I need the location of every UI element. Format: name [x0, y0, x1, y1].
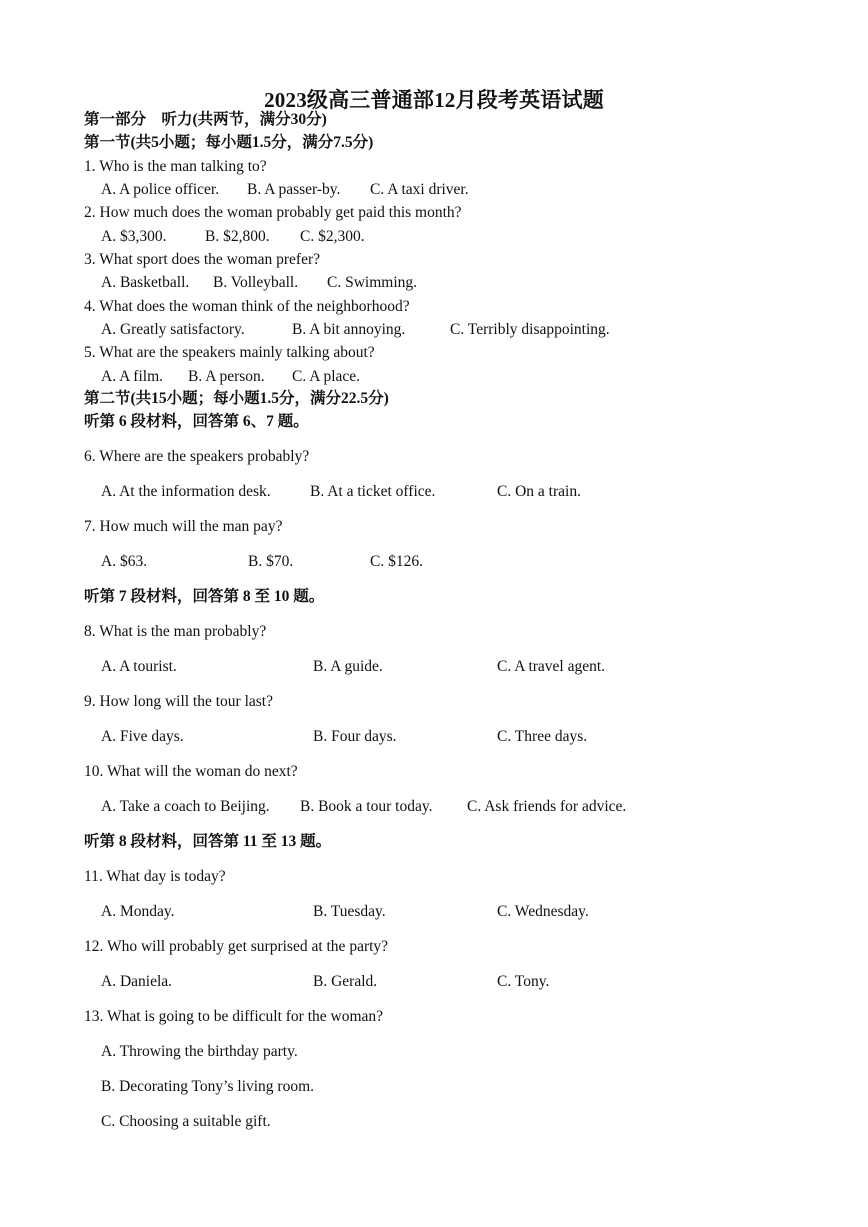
q4-option-c: C. Terribly disappointing.: [450, 321, 610, 338]
q12-option-c: C. Tony.: [497, 973, 550, 990]
q10-option-c: C. Ask friends for advice.: [467, 798, 627, 815]
q6-option-b: B. At a ticket office.: [310, 483, 436, 500]
q2-stem: 2. How much does the woman probably get paid this month?: [84, 204, 462, 221]
q13-option-b: B. Decorating Tony’s living room.: [101, 1078, 315, 1095]
q10-option-a: A. Take a coach to Beijing.: [101, 798, 270, 815]
q12-stem: 12. Who will probably get surprised at the party?: [84, 938, 389, 955]
q10-option-b: B. Book a tour today.: [300, 798, 433, 815]
q2-option-a: A. $3,300.: [101, 228, 167, 245]
q8-option-c: C. A travel agent.: [497, 658, 606, 675]
q8-option-b: B. A guide.: [313, 658, 383, 675]
q11-option-a: A. Monday.: [101, 903, 175, 920]
q2-option-c: C. $2,300.: [300, 228, 365, 245]
q8-stem: 8. What is the man probably?: [84, 623, 267, 640]
q3-option-c: C. Swimming.: [327, 274, 418, 291]
q1-option-b: B. A passer-by.: [247, 181, 341, 198]
q4-option-a: A. Greatly satisfactory.: [101, 321, 245, 338]
q7-option-b: B. $70.: [248, 553, 294, 570]
group6-instruction: 听第 6 段材料，回答第 6、7 题。: [84, 413, 309, 430]
q1-stem: 1. Who is the man talking to?: [84, 158, 267, 175]
q5-option-a: A. A film.: [101, 368, 164, 385]
q13-option-a: A. Throwing the birthday party.: [101, 1043, 298, 1060]
q10-stem: 10. What will the woman do next?: [84, 763, 298, 780]
q13-stem: 13. What is going to be difficult for the woman?: [84, 1008, 384, 1025]
q7-option-a: A. $63.: [101, 553, 148, 570]
part1-heading: 第一部分 听力(共两节，满分30分): [84, 111, 327, 128]
q6-stem: 6. Where are the speakers probably?: [84, 448, 310, 465]
q12-option-a: A. Daniela.: [101, 973, 173, 990]
q5-stem: 5. What are the speakers mainly talking about?: [84, 344, 375, 361]
section2-heading: 第二节(共15小题；每小题1.5分，满分22.5分): [84, 390, 389, 407]
q9-option-c: C. Three days.: [497, 728, 588, 745]
section1-heading: 第一节(共5小题；每小题1.5分，满分7.5分): [84, 134, 374, 151]
q9-stem: 9. How long will the tour last?: [84, 693, 273, 710]
page-title: 2023级高三普通部12月段考英语试题: [264, 88, 604, 112]
q3-option-a: A. Basketball.: [101, 274, 190, 291]
q4-stem: 4. What does the woman think of the neighborhood?: [84, 298, 410, 315]
group8-instruction: 听第 8 段材料，回答第 11 至 13 题。: [84, 833, 332, 850]
q2-option-b: B. $2,800.: [205, 228, 270, 245]
q5-option-b: B. A person.: [188, 368, 265, 385]
q3-stem: 3. What sport does the woman prefer?: [84, 251, 321, 268]
q5-option-c: C. A place.: [292, 368, 361, 385]
q6-option-c: C. On a train.: [497, 483, 581, 500]
q3-option-b: B. Volleyball.: [213, 274, 299, 291]
q11-option-c: C. Wednesday.: [497, 903, 589, 920]
q13-option-c: C. Choosing a suitable gift.: [101, 1113, 271, 1130]
q1-option-a: A. A police officer.: [101, 181, 220, 198]
q12-option-b: B. Gerald.: [313, 973, 378, 990]
q11-option-b: B. Tuesday.: [313, 903, 386, 920]
q9-option-a: A. Five days.: [101, 728, 184, 745]
group7-instruction: 听第 7 段材料，回答第 8 至 10 题。: [84, 588, 325, 605]
q1-option-c: C. A taxi driver.: [370, 181, 469, 198]
q4-option-b: B. A bit annoying.: [292, 321, 406, 338]
q7-stem: 7. How much will the man pay?: [84, 518, 283, 535]
q7-option-c: C. $126.: [370, 553, 423, 570]
q9-option-b: B. Four days.: [313, 728, 397, 745]
q8-option-a: A. A tourist.: [101, 658, 177, 675]
q6-option-a: A. At the information desk.: [101, 483, 271, 500]
q11-stem: 11. What day is today?: [84, 868, 226, 885]
